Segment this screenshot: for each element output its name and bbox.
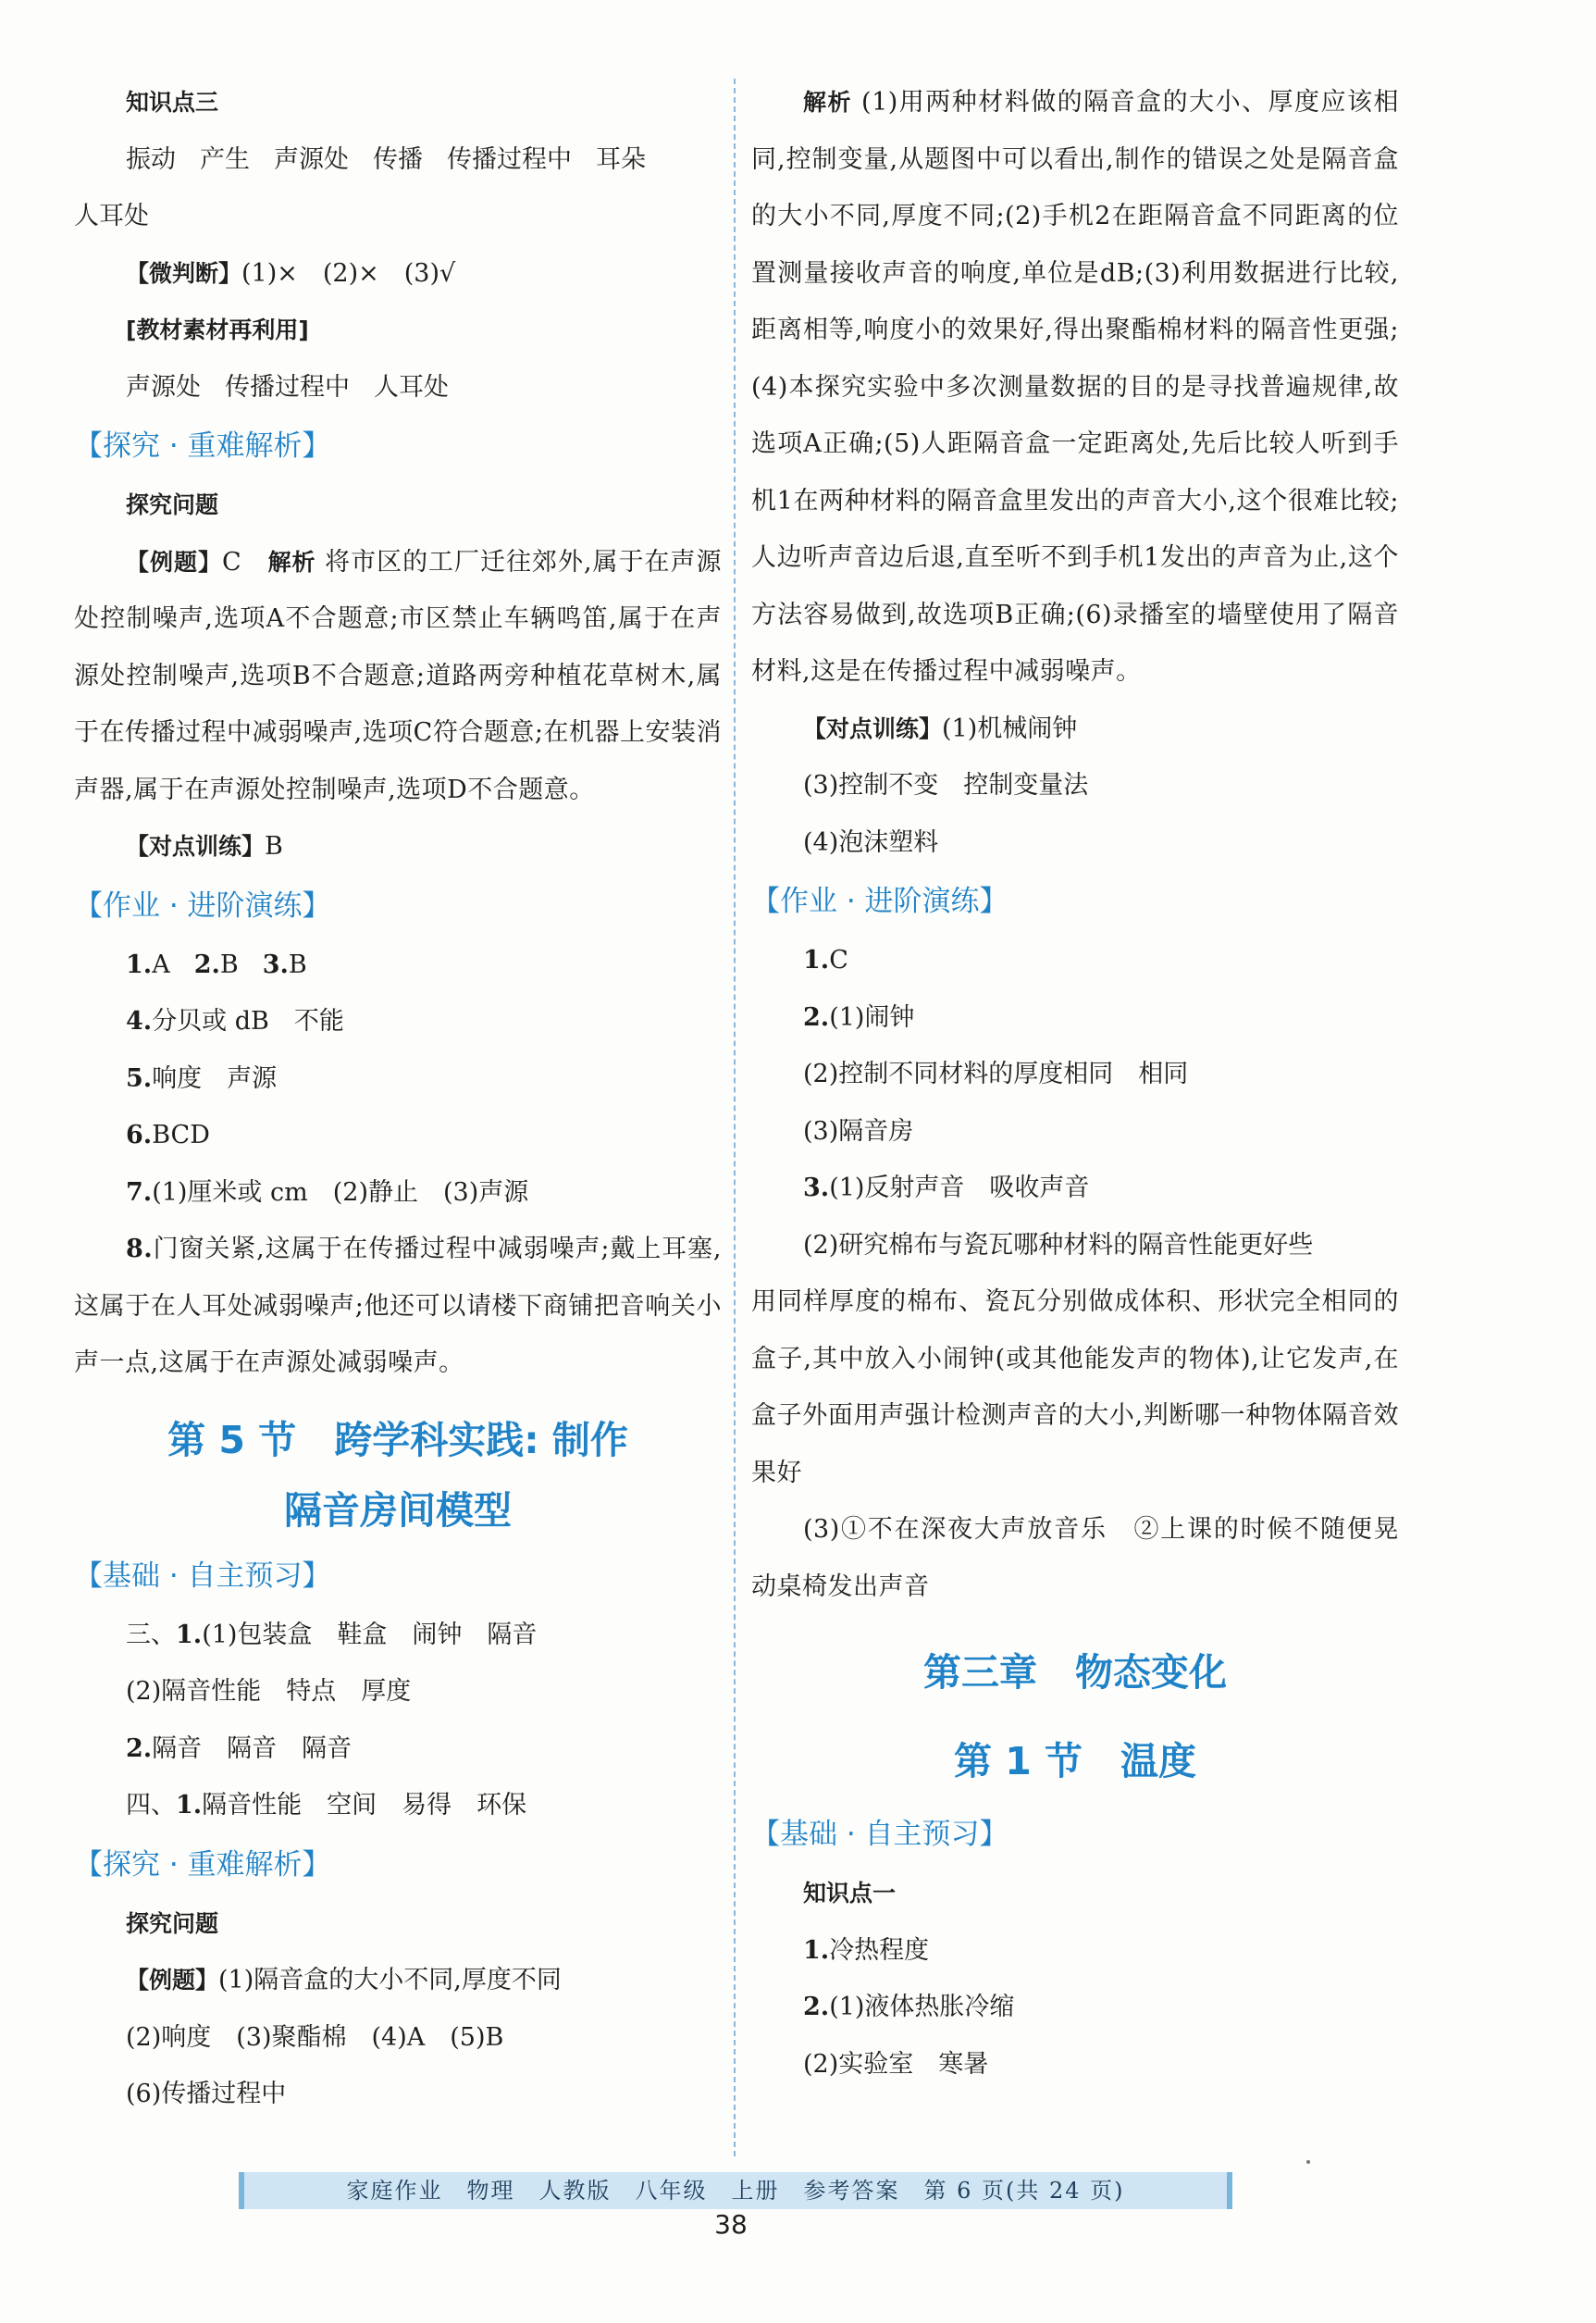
analysis-tag: 解析	[267, 548, 316, 576]
answer-blank: 声源处	[274, 144, 349, 174]
practice-line1	[751, 701, 1399, 758]
section-heading-explore: 【探究 · 重难解析】	[74, 429, 331, 463]
answer: 隔音性能 空间 易得 环保	[202, 1791, 527, 1820]
practice-line	[74, 818, 722, 876]
practice-tag: 【对点训练】	[126, 833, 266, 860]
homework-r-q2c: (3)隔音房	[803, 1116, 914, 1146]
practice-line3: (4)泡沫塑料	[803, 827, 939, 857]
homework-r-q3b-cont: 用同样厚度的棉布、瓷瓦分别做成体积、形状完全相同的盒子,其中放入小闹钟(或其他能发声的物体),让它发声,在盒子外面用声强计检测声音的大小,判断哪一种物体隔音效果好	[751, 1287, 1399, 1487]
answer: (1)闹钟	[829, 1002, 915, 1032]
kp3-answers	[74, 131, 722, 189]
answer: (1)反射声音 吸收声音	[829, 1174, 1090, 1202]
answer: BCD	[152, 1121, 210, 1149]
example-analysis	[74, 534, 722, 819]
homework-q1-3	[74, 937, 722, 994]
answer: B	[288, 950, 307, 979]
basic-part-label: 四、	[126, 1791, 176, 1820]
section-heading-basic-right: 【基础 · 自主预习】	[751, 1818, 1008, 1851]
homework-r-q2a	[751, 989, 1399, 1047]
print-speck	[1306, 2160, 1310, 2164]
answer-blank: 传播过程中	[447, 144, 572, 174]
homework-r-q3a	[751, 1160, 1399, 1217]
example2-line3: (6)传播过程中	[126, 2080, 287, 2108]
section-heading-homework: 【作业 · 进阶演练】	[74, 888, 331, 923]
answer: 分贝或 dB 不能	[152, 1007, 344, 1036]
left-column	[74, 74, 722, 2123]
homework-q6	[74, 1107, 722, 1164]
answer: 隔音 隔音 隔音	[152, 1733, 353, 1763]
analysis-tag: 解析	[803, 89, 852, 116]
analysis-text: (1)用两种材料做的隔音盒的大小、厚度应该相同,控制变量,从题图中可以看出,制作的错误之处是隔音盒的大小不同,厚度不同;(2)手机2在距隔音盒不同距离的位置测量接收声音的响度,单位是dB;(3)利用数据进行比较,距离相等,响度小的效果好,得出聚酯棉材料的隔音性更强;(4)本探究实验中多次测量数据的目的是寻找普遍规律,故选项A正确;(5)人距隔音盒一定距离处,先后比较人听到手机1在两种材料的隔音盒里发出的声音大小,这个很难比较;人边听声音边后退,直至听不到手机1发出的声音为止,这个方法容易做到,故选项B正确;(6)录播室的墙壁使用了隔音材料,这是在传播过程中减弱噪声。	[751, 88, 1399, 686]
answer-blank: 耳朵	[596, 144, 646, 174]
question-number: 1.	[803, 946, 830, 975]
question-number: 1.	[176, 1791, 203, 1820]
micro-judgement-tag: 【微判断】	[126, 259, 242, 287]
answer: (1)隔音盒的大小不同,厚度不同	[218, 1966, 562, 1994]
explore-question-label: 探究问题	[126, 491, 219, 518]
homework-r-q2b: (2)控制不同材料的厚度相同 相同	[803, 1060, 1189, 1088]
section5-title-line1: 第 5 节 跨学科实践: 制作	[167, 1417, 628, 1462]
homework-r-q3b: (2)研究棉布与瓷瓦哪种材料的隔音性能更好些	[803, 1230, 1314, 1260]
question-number: 4.	[126, 1007, 153, 1036]
question-number: 8.	[126, 1235, 154, 1263]
question-number: 3.	[803, 1174, 830, 1202]
basic-line2: (2)隔音性能 特点 厚度	[126, 1677, 412, 1706]
page-number: 38	[714, 2209, 748, 2240]
example2-line1	[74, 1952, 722, 2009]
homework-r-q1	[751, 932, 1399, 989]
question-number: 7.	[126, 1177, 153, 1207]
section-heading-homework-right: 【作业 · 进阶演练】	[751, 885, 1008, 918]
question-number: 1.	[126, 950, 153, 979]
textbook-reuse-answers	[74, 359, 722, 416]
question-number: 2.	[193, 950, 220, 979]
answer: 门窗关紧,这属于在传播过程中减弱噪声;戴上耳塞,这属于在人耳处减弱噪声;他还可以请楼下商铺把音响关小声一点,这属于在声源处减弱噪声。	[74, 1235, 722, 1377]
column-divider	[734, 79, 736, 2156]
kp1-q2	[751, 1979, 1399, 2036]
kp1-q1	[751, 1922, 1399, 1980]
homework-q7	[74, 1164, 722, 1222]
kp3-heading: 知识点三	[126, 89, 219, 116]
question-number: 2.	[803, 1993, 830, 2021]
textbook-reuse-tag: [教材素材再利用]	[126, 317, 309, 343]
answer-blank: 声源处	[126, 372, 201, 402]
kp1-q2b: (2)实验室 寒暑	[803, 2049, 989, 2079]
example2-line2: (2)响度 (3)聚酯棉 (4)A (5)B	[126, 2022, 504, 2052]
example-answer: C	[221, 547, 242, 577]
section-heading-explore-2: 【探究 · 重难解析】	[74, 1847, 331, 1882]
answer: (1)厘米或 cm (2)静止 (3)声源	[152, 1177, 529, 1207]
homework-r-q3c: (3)①不在深夜大声放音乐 ②上课的时候不随便晃动桌椅发出声音	[751, 1515, 1399, 1601]
homework-q5	[74, 1050, 722, 1108]
practice-answer: B	[265, 832, 283, 861]
question-number: 2.	[126, 1733, 153, 1763]
basic-part-label: 三、	[126, 1620, 176, 1649]
kp1-heading: 知识点一	[803, 1880, 897, 1907]
answer-blank: 振动	[126, 144, 176, 174]
answer: (1)液体热胀冷缩	[829, 1993, 1015, 2021]
answer-blank: 人耳处	[374, 372, 449, 402]
question-number: 1.	[803, 1935, 830, 1965]
section-heading-basic: 【基础 · 自主预习】	[74, 1559, 331, 1593]
answer: 冷热程度	[829, 1935, 930, 1965]
example-tag: 【例题】	[126, 1967, 219, 1994]
chapter-title: 第三章 物态变化	[923, 1650, 1227, 1695]
micro-judgement-text: (1)× (2)× (3)√	[241, 258, 456, 288]
homework-q8	[74, 1221, 722, 1392]
basic-line4	[74, 1777, 722, 1834]
basic-line1	[74, 1607, 722, 1664]
question-number: 2.	[803, 1002, 830, 1032]
answer: (1)机械闹钟	[942, 714, 1078, 743]
kp3-answers-cont: 人耳处	[74, 202, 149, 230]
answer-blank: 传播	[373, 144, 423, 174]
answer: A	[152, 950, 170, 979]
section1-title: 第 1 节 温度	[953, 1739, 1197, 1783]
question-number: 1.	[176, 1620, 203, 1649]
homework-q4	[74, 993, 722, 1050]
answer: (1)包装盒 鞋盒 闹钟 隔音	[202, 1620, 538, 1649]
question-number: 5.	[126, 1063, 153, 1093]
practice-tag: 【对点训练】	[803, 714, 943, 742]
right-analysis	[751, 74, 1399, 701]
analysis-text: 将市区的工厂迁往郊外,属于在声源处控制噪声,选项A不合题意;市区禁止车辆鸣笛,属于在声源处控制噪声,选项B不合题意;道路两旁种植花草树木,属于在传播过程中减弱噪声,选项C符合题意;在机器上安装消声器,属于在声源处控制噪声,选项D不合题意。	[74, 547, 722, 804]
question-number: 6.	[126, 1121, 153, 1149]
right-column	[751, 74, 1399, 2093]
explore-question-label-2: 探究问题	[126, 1909, 219, 1937]
answer-blank: 产生	[200, 144, 250, 174]
answer-blank: 传播过程中	[225, 372, 350, 402]
section5-title-line2: 隔音房间模型	[284, 1487, 512, 1533]
answer: B	[219, 950, 239, 979]
footer-band: 家庭作业 物理 人教版 八年级 上册 参考答案 第 6 页(共 24 页)	[239, 2172, 1232, 2209]
practice-line2: (3)控制不变 控制变量法	[803, 771, 1089, 800]
basic-line3	[74, 1721, 722, 1778]
micro-judgement	[74, 245, 722, 303]
example-tag: 【例题】	[126, 548, 222, 576]
answer: 响度 声源	[152, 1063, 278, 1093]
answer: C	[829, 946, 848, 975]
question-number: 3.	[262, 950, 289, 979]
